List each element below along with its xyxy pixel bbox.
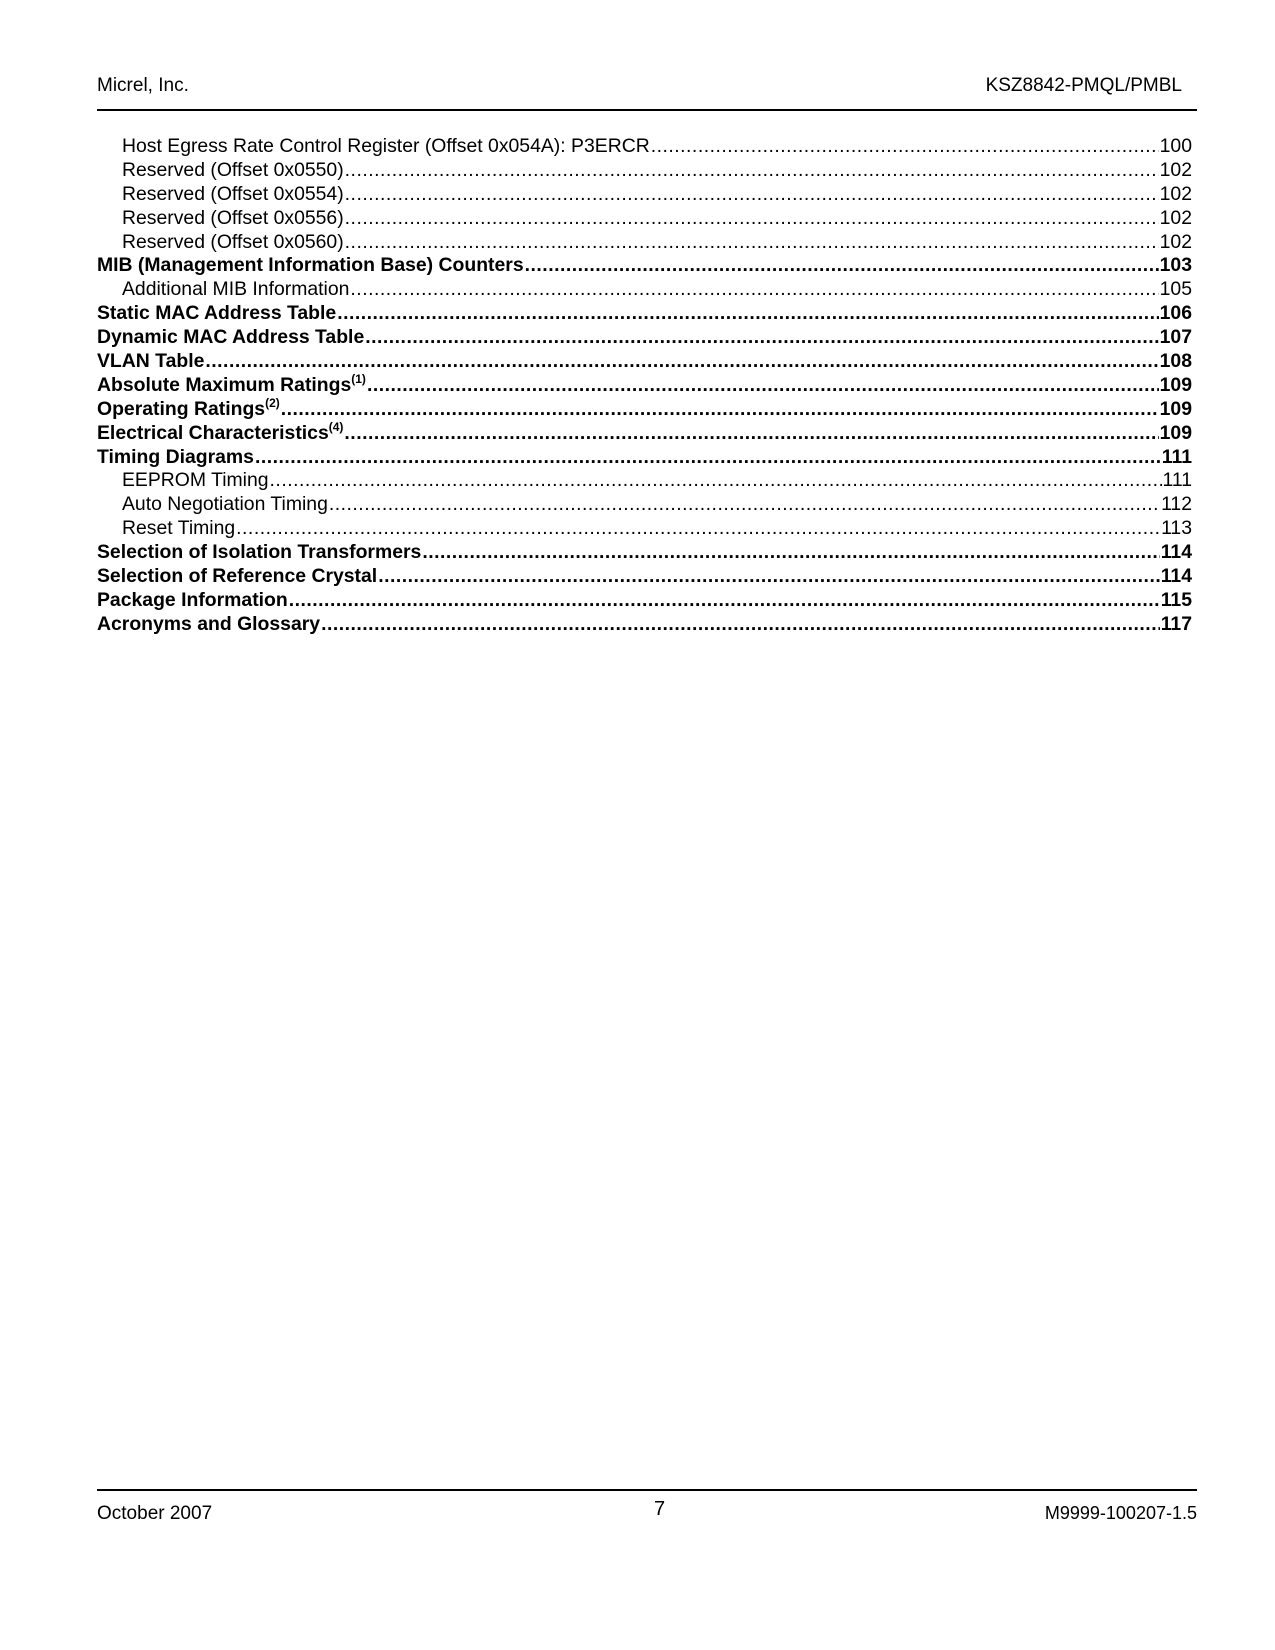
dot-leader bbox=[337, 302, 1158, 326]
dot-leader bbox=[365, 326, 1158, 350]
toc-entry-page-number: 111 bbox=[1161, 445, 1192, 468]
toc-entry-page-number: 102 bbox=[1159, 158, 1192, 181]
toc-entry-title bbox=[122, 135, 650, 159]
toc-entry-title-text: EEPROM Timing bbox=[122, 469, 269, 492]
dot-leader bbox=[345, 207, 1159, 231]
dot-leader bbox=[422, 541, 1159, 565]
toc-entry[interactable] bbox=[97, 613, 1192, 637]
toc-entry-page-number: 114 bbox=[1160, 541, 1192, 564]
toc-entry-page-number: 115 bbox=[1160, 588, 1192, 611]
company-name: Micrel, Inc. bbox=[97, 75, 189, 96]
toc-entry-page-number: 112 bbox=[1161, 493, 1192, 516]
toc-entry-title bbox=[122, 469, 269, 493]
footer-date: October 2007 bbox=[97, 1503, 213, 1524]
toc-entry-title-text: Reserved (Offset 0x0550) bbox=[122, 158, 344, 181]
toc-entry[interactable] bbox=[97, 278, 1192, 302]
toc-entry-title-text: Timing Diagrams bbox=[97, 445, 254, 468]
toc-entry-title bbox=[97, 350, 204, 374]
toc-entry-title bbox=[97, 326, 364, 350]
document-number: M9999-100207-1.5 bbox=[1044, 1503, 1197, 1523]
toc-entry[interactable] bbox=[97, 493, 1192, 517]
toc-entry-page-number: 109 bbox=[1159, 373, 1192, 396]
toc-entry-page-number: 113 bbox=[1161, 517, 1192, 540]
toc-entry-page-number: 102 bbox=[1159, 182, 1192, 205]
toc-entry-page-number: 106 bbox=[1159, 302, 1192, 325]
footer-divider bbox=[97, 1489, 1197, 1491]
toc-entry-page-number: 117 bbox=[1160, 612, 1192, 635]
toc-entry[interactable] bbox=[97, 183, 1192, 207]
toc-entry[interactable] bbox=[97, 419, 1192, 446]
dot-leader bbox=[350, 278, 1158, 302]
dot-leader bbox=[281, 398, 1159, 422]
page-footer bbox=[97, 1495, 1197, 1535]
toc-entry-title bbox=[97, 613, 320, 637]
dot-leader bbox=[367, 374, 1159, 398]
toc-entry-page-number: 102 bbox=[1159, 206, 1192, 229]
dot-leader bbox=[289, 589, 1160, 613]
dot-leader bbox=[321, 613, 1160, 637]
header-divider bbox=[97, 109, 1197, 111]
dot-leader bbox=[205, 350, 1158, 374]
toc-entry[interactable] bbox=[97, 302, 1192, 326]
toc-entry[interactable] bbox=[97, 517, 1192, 541]
toc-entry[interactable] bbox=[97, 254, 1192, 278]
toc-entry-title-text: Reset Timing bbox=[122, 517, 236, 540]
toc-entry-title bbox=[97, 254, 524, 278]
toc-entry-title-text: Additional MIB Information bbox=[122, 278, 350, 301]
toc-entry-title bbox=[122, 517, 235, 541]
toc-entry-page-number: 114 bbox=[1160, 565, 1192, 588]
dot-leader bbox=[344, 422, 1158, 446]
dot-leader bbox=[236, 517, 1160, 541]
dot-leader bbox=[345, 231, 1159, 255]
toc-entry-page-number: 103 bbox=[1159, 254, 1192, 277]
toc-entry-title-text: Electrical Characteristics bbox=[97, 421, 329, 444]
dot-leader bbox=[345, 159, 1159, 183]
toc-entry-page-number: 108 bbox=[1159, 350, 1192, 373]
toc-entry[interactable] bbox=[97, 541, 1192, 565]
toc-entry-title bbox=[122, 207, 344, 231]
dot-leader bbox=[255, 446, 1161, 470]
toc-entry-page-number: 105 bbox=[1159, 278, 1192, 301]
footnote-marker: (4) bbox=[328, 419, 344, 434]
toc-entry-title-text: Static MAC Address Table bbox=[97, 302, 337, 325]
toc-entry-title-text: Reserved (Offset 0x0556) bbox=[122, 206, 344, 229]
dot-leader bbox=[651, 135, 1159, 159]
toc-entry-title-text: MIB (Management Information Base) Counters bbox=[97, 254, 524, 277]
toc-entry-page-number: 109 bbox=[1159, 421, 1192, 444]
toc-entry[interactable] bbox=[97, 469, 1192, 493]
dot-leader bbox=[378, 565, 1160, 589]
toc-entry-title bbox=[122, 231, 344, 255]
toc-entry[interactable] bbox=[97, 565, 1192, 589]
dot-leader bbox=[525, 254, 1159, 278]
toc-entry[interactable] bbox=[97, 395, 1192, 422]
page-header bbox=[97, 72, 1197, 112]
toc-entry-title-text: Host Egress Rate Control Register (Offset 0x054A): P3ERCR bbox=[122, 135, 650, 157]
footnote-marker: (2) bbox=[265, 395, 280, 410]
toc-entry-title bbox=[122, 183, 344, 207]
part-number: KSZ8842-PMQL/PMBL bbox=[985, 75, 1182, 96]
toc-entry-title-text: Absolute Maximum Ratings bbox=[97, 373, 352, 396]
dot-leader bbox=[270, 469, 1162, 493]
toc-entry-page-number: 107 bbox=[1159, 326, 1192, 349]
toc-entry[interactable] bbox=[97, 326, 1192, 350]
toc-entry[interactable] bbox=[97, 207, 1192, 231]
table-of-contents bbox=[97, 135, 1192, 637]
toc-entry-title bbox=[97, 446, 254, 470]
toc-entry-page-number: 109 bbox=[1159, 397, 1192, 420]
toc-entry-page-number: 102 bbox=[1159, 230, 1192, 253]
toc-entry-title bbox=[97, 541, 421, 565]
toc-entry-title bbox=[122, 278, 349, 302]
toc-entry-title bbox=[97, 419, 344, 446]
toc-entry-title-text: Reserved (Offset 0x0560) bbox=[122, 230, 344, 253]
toc-entry[interactable] bbox=[97, 589, 1192, 613]
toc-entry-title-text: Auto Negotiation Timing bbox=[122, 493, 328, 516]
toc-entry-page-number: 111 bbox=[1162, 469, 1192, 492]
footnote-marker: (1) bbox=[351, 371, 366, 386]
dot-leader bbox=[345, 183, 1159, 207]
toc-entry-title-text: VLAN Table bbox=[97, 350, 205, 373]
toc-entry-title bbox=[97, 371, 366, 398]
toc-entry[interactable] bbox=[97, 159, 1192, 183]
toc-entry-title bbox=[97, 395, 280, 422]
toc-entry[interactable] bbox=[97, 446, 1192, 470]
toc-entry-title-text: Acronyms and Glossary bbox=[97, 612, 321, 635]
toc-entry-title bbox=[97, 565, 377, 589]
toc-entry-title-text: Dynamic MAC Address Table bbox=[97, 326, 365, 349]
toc-entry-title-text: Selection of Reference Crystal bbox=[97, 565, 378, 588]
dot-leader bbox=[329, 493, 1160, 517]
toc-entry-title-text: Selection of Isolation Transformers bbox=[97, 541, 422, 564]
toc-entry-page-number: 100 bbox=[1159, 135, 1192, 157]
toc-entry-title bbox=[122, 493, 328, 517]
toc-entry-title bbox=[122, 159, 344, 183]
toc-entry[interactable] bbox=[97, 371, 1192, 398]
toc-entry[interactable] bbox=[97, 350, 1192, 374]
toc-entry[interactable] bbox=[97, 135, 1192, 159]
toc-entry-title-text: Reserved (Offset 0x0554) bbox=[122, 182, 344, 205]
toc-entry[interactable] bbox=[97, 231, 1192, 255]
page-number: 7 bbox=[654, 1498, 666, 1520]
toc-entry-title bbox=[97, 589, 288, 613]
toc-entry-title-text: Package Information bbox=[97, 588, 288, 611]
toc-entry-title-text: Operating Ratings bbox=[97, 397, 266, 420]
toc-entry-title bbox=[97, 302, 336, 326]
